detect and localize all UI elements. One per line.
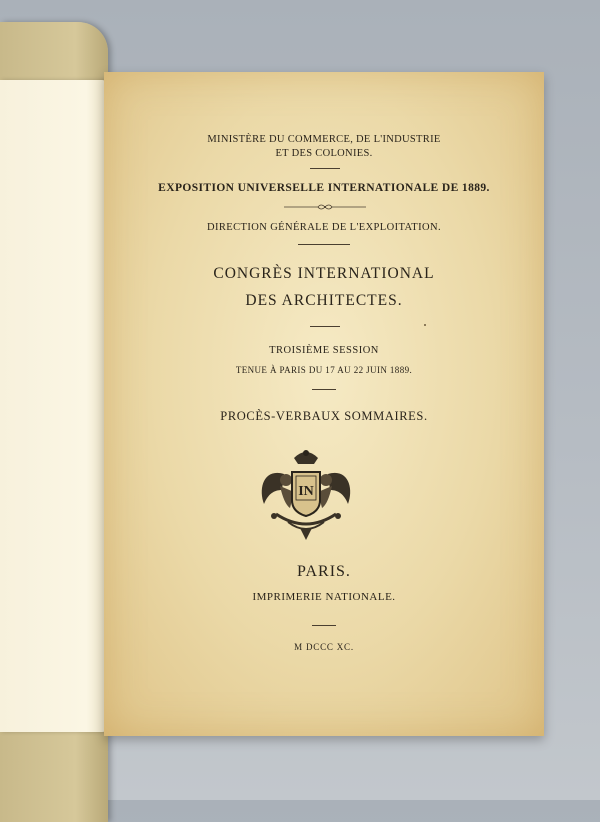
session-dates: TENUE À PARIS DU 17 AU 22 JUIN 1889.	[235, 365, 413, 375]
proces-verbaux-heading: PROCÈS-VERBAUX SOMMAIRES.	[220, 409, 428, 423]
imprint-printer: IMPRIMERIE NATIONALE.	[252, 591, 396, 603]
paper-speck	[424, 324, 426, 326]
ministry-line-1: MINISTÈRE DU COMMERCE, DE L'INDUSTRIE	[207, 134, 441, 145]
separator-rule	[298, 244, 350, 245]
ornament-rule-icon	[284, 203, 366, 211]
book-flyleaf	[0, 80, 108, 732]
separator-rule	[310, 326, 340, 327]
imprint-city: PARIS.	[297, 563, 351, 580]
separator-rule	[312, 625, 336, 626]
direction-heading: DIRECTION GÉNÉRALE DE L'EXPLOITATION.	[207, 222, 441, 233]
separator-rule	[312, 389, 336, 390]
congress-title-line-1: CONGRÈS INTERNATIONAL	[213, 265, 435, 282]
separator-rule	[310, 168, 340, 169]
congress-title-line-2: DES ARCHITECTES.	[245, 292, 403, 309]
session-label: TROISIÈME SESSION	[269, 345, 379, 356]
ministry-line-2: ET DES COLONIES.	[275, 148, 373, 159]
imprimerie-nationale-emblem-icon	[254, 444, 358, 542]
exposition-heading: EXPOSITION UNIVERSELLE INTERNATIONALE DE 1889.	[158, 182, 490, 194]
title-page	[104, 72, 544, 736]
imprint-year: M DCCC XC.	[294, 642, 354, 652]
emblem-monogram: IN	[298, 484, 314, 499]
